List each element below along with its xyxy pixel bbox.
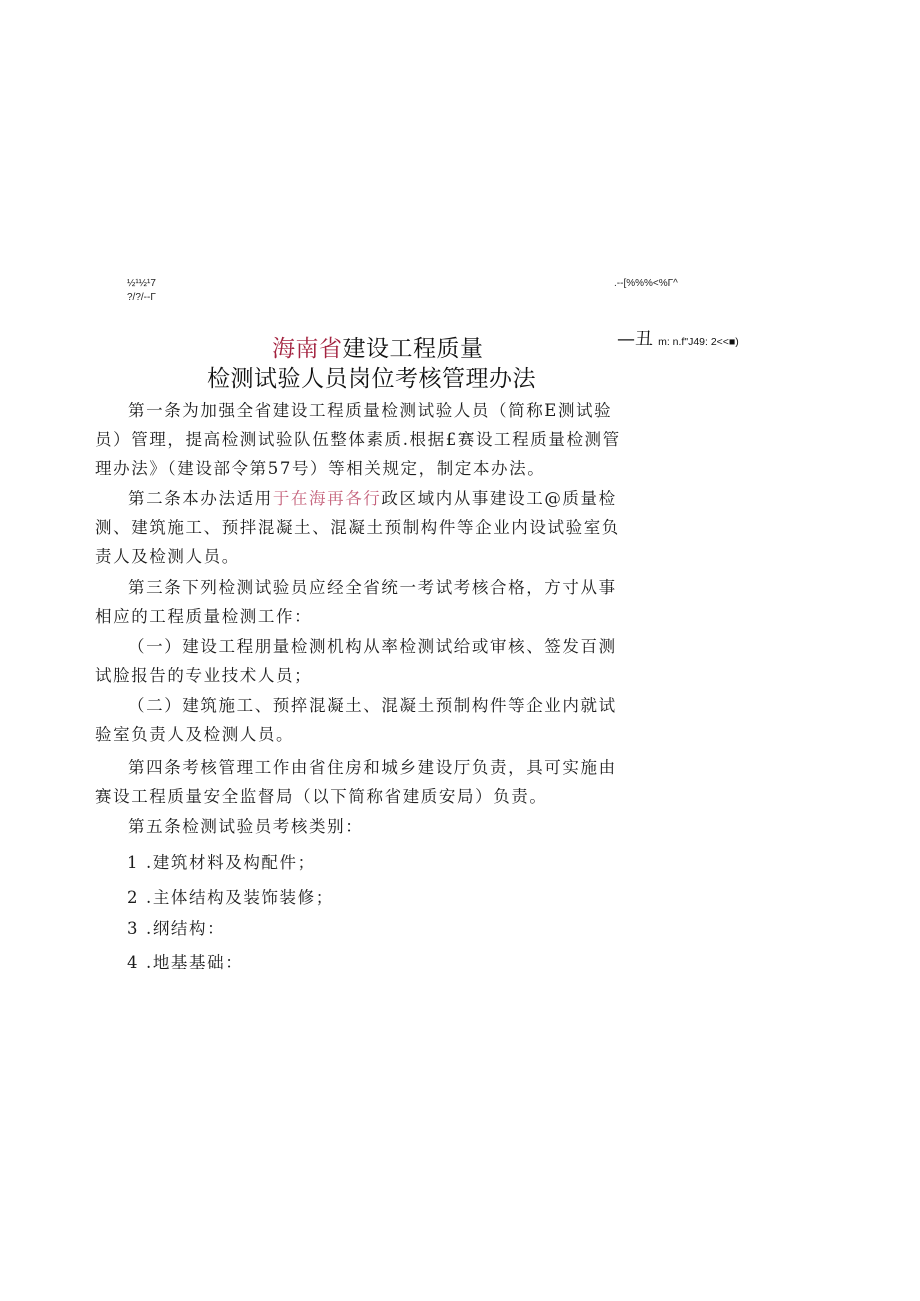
list-item [127, 849, 316, 873]
article-3-item-2: （二）建筑施工、预捽混凝土、混凝土预制构件等企业内就试验室负责人及检测人员。 [95, 696, 617, 744]
list-item-number: 1 [127, 853, 140, 872]
article-2-start: 第二条本办法适用 [128, 489, 273, 508]
list-item-number: 2 [127, 888, 140, 907]
list-item [127, 884, 334, 908]
title-highlight: 海南省 [272, 336, 343, 362]
list-item-number: 3 [127, 919, 140, 938]
list-item-text: .纲结构： [145, 919, 226, 938]
header-marker: —丑 [617, 329, 653, 350]
article-2-highlight: 于在海再各行 [272, 489, 382, 508]
list-item-text: .建筑材料及构配件； [145, 853, 316, 872]
article-3: 第三条下列检测试验员应经全省统一考试考核合格，方寸从事相应的工程质量检测工作： [95, 578, 617, 626]
list-item [127, 949, 243, 973]
title-line-1 [272, 330, 484, 363]
title-line-1-rest: 建设工程质量 [342, 336, 484, 362]
list-item-number: 4 [127, 953, 140, 972]
article-2-rest: 政区域内从事建设工@质量检测、建筑施工、预拌混凝土、混凝土预制构件等企业内设试验室负责人及检测人员。 [95, 489, 620, 566]
list-item-text: .地基基础： [145, 953, 244, 972]
list-item-text: .主体结构及装饰装修； [145, 888, 334, 907]
list-item [127, 915, 225, 939]
article-3-item-1: （一）建设工程朋量检测机构从率检测试给或审核、签发百测试脸报告的专业技术人员； [95, 637, 617, 685]
article-4: 第四条考核管理工作由省住房和城乡建设厅负责，具可实施由赛设工程质量安全监督局（以下简称省建质安局）负责。 [95, 758, 617, 806]
article-5: 第五条检测试验员考核类别： [128, 817, 364, 836]
header-code-right-top: .‐‐[%%%<%Γ^ [614, 278, 678, 289]
header-marker-group [617, 325, 739, 351]
header-code-left-top: ½¹½¹7 [127, 278, 156, 289]
header-code-right: m: n.f"J49: 2<<■) [658, 336, 739, 348]
title-line-2: 检测试验人员岗位考核管理办法 [207, 366, 536, 392]
article-1: 第一条为加强全省建设工程质量检测试验人员（简称E测试验员）管理，提高检测试验队伍整体素质.根据£赛设工程质量检测管理办法》（建设部令第57号）等相关规定，制定本办法。 [95, 401, 621, 478]
header-code-left-bottom: ?/?/-‐Γ [127, 292, 156, 303]
article-2 [95, 484, 625, 571]
